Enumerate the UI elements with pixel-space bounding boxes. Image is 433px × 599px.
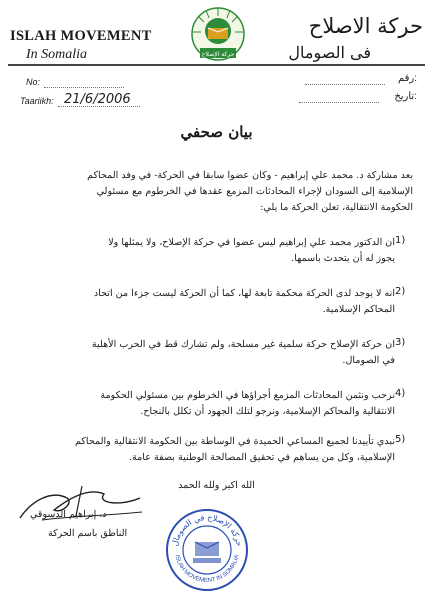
stamp-english-text: ISLAH MOVEMENT IN SOMALIA — [173, 554, 241, 585]
document-heading: بيان صحفي — [180, 123, 253, 141]
list-item — [20, 337, 415, 388]
list-item — [20, 286, 415, 337]
intro-line: بعد مشاركة د. محمد علي إبراهيم - وكان عضوا سابقا في الحركة- في وفد المحاكم — [87, 170, 413, 181]
date-label: Taariikh: — [20, 96, 54, 106]
item-line: الانتقالية والمحاكم الإسلامية، ونرجو لتلك الجهود أن تكلل بالنجاح. — [140, 406, 395, 417]
closing-phrase: الله اكبر ولله الحمد — [178, 480, 255, 491]
header-divider — [8, 64, 425, 66]
intro-line: الإسلامية إلى السودان لإجراء المحادثات المزمع عقدها في الخرطوم مع مسئولي — [96, 186, 413, 197]
list-item — [20, 388, 415, 434]
list-item — [20, 434, 415, 480]
item-line: الإسلامية، وكل من يساهم في تحقيق المصالحة الوطنية بصفة عامة. — [128, 452, 395, 463]
item-line: يجوز له أن يتحدث باسمها. — [291, 253, 395, 264]
no-label: No: — [26, 77, 41, 87]
statement-list — [20, 235, 415, 480]
item-line: المحاكم الإسلامية. — [322, 304, 395, 315]
logo-text: حركة الإصلاح — [201, 51, 235, 58]
organization-logo — [190, 6, 246, 64]
item-line: نرحب ونثمن المحادثات المزمع أجراؤها في الخرطوم بين مسئولي الحكومة — [100, 390, 395, 401]
item-line: ان حركة الإصلاح حركة سلمية غير مسلحة، ولم تشارك قط في الحرب الأهلية — [91, 339, 395, 350]
arabic-date-line — [299, 102, 379, 103]
arabic-no-line — [305, 84, 385, 85]
date-value: 21/6/2006 — [64, 92, 131, 107]
item-number: 5) — [395, 434, 406, 445]
item-number: 4) — [395, 388, 406, 399]
intro-line: الحكومة الانتقالية، تعلن الحركة ما يلي: — [260, 202, 413, 213]
arabic-date-label: تاريخ: — [394, 91, 417, 102]
list-item — [20, 235, 415, 286]
arabic-no-label: رقم: — [397, 73, 417, 84]
org-subtitle-arabic: فى الصومال — [288, 43, 371, 62]
item-line: في الصومال. — [342, 355, 395, 366]
signatory-name: د. إبراهيم الدسوقي — [30, 509, 107, 520]
intro-paragraph — [13, 168, 413, 216]
signatory-title: الناطق باسم الحركة — [48, 528, 128, 539]
item-line: نبدي تأييدنا لجميع المساعي الحميدة في الوساطة بين الحكومة الانتقالية والمحاكم — [74, 436, 395, 447]
item-number: 1) — [395, 235, 406, 246]
no-line — [44, 87, 124, 88]
org-subtitle-english: In Somalia — [26, 47, 88, 62]
stamp-arabic-text: حركة الإصلاح في الصومال — [170, 512, 244, 548]
item-number: 3) — [395, 337, 406, 348]
item-number: 2) — [395, 286, 406, 297]
org-name-arabic: حركة الاصلاح — [308, 14, 423, 38]
svg-text:حركة الإصلاح في الصومال — [170, 513, 244, 547]
org-name-english: ISLAH MOVEMENT — [10, 28, 152, 44]
item-line: ان الدكتور محمد علي إبراهيم ليس عضوا في حركة الإصلاح، ولا يمثلها ولا — [108, 237, 395, 248]
official-stamp — [165, 508, 249, 592]
item-line: انه لا يوجد لدى الحركة محكمة تابعة لها، كما أن الحركة ليست جزءا من اتحاد — [93, 288, 395, 299]
